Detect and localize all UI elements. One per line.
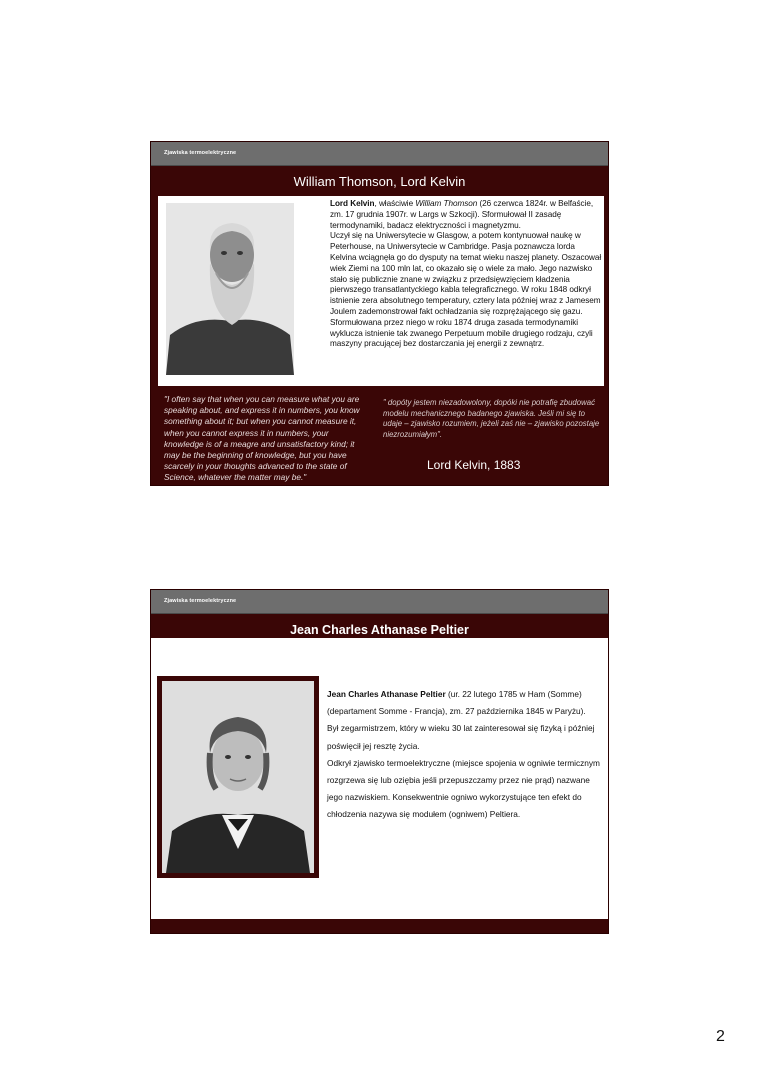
content-panel — [158, 196, 604, 386]
page-number: 2 — [716, 1028, 725, 1045]
bio-text: (ur. 22 lutego 1785 w Ham (Somme) (departament Somme - Francja), zm. 27 października 1845 w Paryżu). — [327, 689, 586, 717]
slide-header-label: Zjawiska termoelektryczne — [164, 598, 237, 604]
bio-name: Lord Kelvin — [330, 199, 375, 208]
bio-name: Jean Charles Athanase Peltier — [327, 689, 446, 699]
content-panel — [151, 638, 608, 919]
quote-polish: " dopóty jestem niezadowolony, dopóki nie potrafię zbudować modelu mechanicznego badanego zjawiska. Jeśli mi się to udaje – zjawisko rozumiem, jeżeli zaś nie – zjawisko pozostaje niezrozumiałym". — [383, 398, 600, 439]
slide-title: Jean Charles Athanase Peltier — [290, 623, 469, 637]
bio-paragraph: Uczył się na Uniwersytecie w Glasgow, a potem kontynuował naukę w Peterhouse, na Uniwersytecie w Cambridge. Pasja poznawcza lorda Kelvina wciągnęła go do dysputy na temat wieku naszej planety. Oszacował wiek Ziemi na 100 mln lat, co okazało się o wiele za mało. Jego nazwisko stało się publicznie znane w związku z przedsięwzięciem kładzenia pierwszego transatlantyckiego kabla telegraficznego. W roku 1848 odkrył istnienie zera absolutnego temperatury, cztery lata później wraz z Jamesem Joulem zademonstrował fakt ochładzania się rozprężającego się gazu. Sformułowana przez niego w roku 1874 druga zasada termodynamiki wyklucza istnienie tak zwanego Perpetuum mobile drugiego rodzaju, czyli maszyny pracującej bez dostarczania jej energii z zewnątrz. — [330, 231, 602, 349]
quote-attribution: Lord Kelvin, 1883 — [427, 458, 521, 472]
slide-header-label: Zjawiska termoelektryczne — [164, 150, 237, 156]
slide-title: William Thomson, Lord Kelvin — [293, 174, 466, 189]
bio-text: , właściwie — [374, 199, 416, 208]
slide-peltier — [150, 589, 609, 934]
slide-header-bar — [151, 590, 608, 614]
portrait-frame — [157, 676, 319, 878]
slide-kelvin — [150, 141, 609, 486]
bio-paragraph: Odkrył zjawisko termoelektryczne (miejsce spojenia w ogniwie termicznym rozgrzewa się lub oziębia jeśli przepuszczamy przez nie prąd) nazwane jego nazwiskiem. Konsekwentnie ogniwo wykorzystujące ten efekt do chłodzenia nazywa się modułem (ogniwem) Peltiera. — [327, 757, 600, 820]
quote-english: "I often say that when you can measure what you are speaking about, and express it in numbers, you know something about it; but when you cannot measure it, when you cannot express it in numbers, your knowledge is of a meagre and unsatisfactory kind; it may be the beginning of knowledge, but you have scarcely in your thoughts advanced to the state of Science, whatever the matter may be." — [164, 394, 360, 483]
slide-header-bar — [151, 142, 608, 166]
bio-text: (26 czerwca 1824r. w Belfaście, zm. 17 grudnia 1907r. w Largs w Szkocji). Sformułował II zasadę termodynamiki, badacz elektryczności i magnetyzmu. — [330, 199, 594, 230]
peltier-portrait-image — [162, 681, 314, 873]
kelvin-biography — [330, 199, 602, 350]
bio-alias: William Thomson — [415, 199, 478, 208]
kelvin-portrait-image — [166, 203, 294, 375]
peltier-biography — [327, 686, 607, 824]
bio-paragraph: Był zegarmistrzem, który w wieku 30 lat zainteresował się fizyką i później poświęcił jej resztę życia. — [327, 723, 595, 751]
